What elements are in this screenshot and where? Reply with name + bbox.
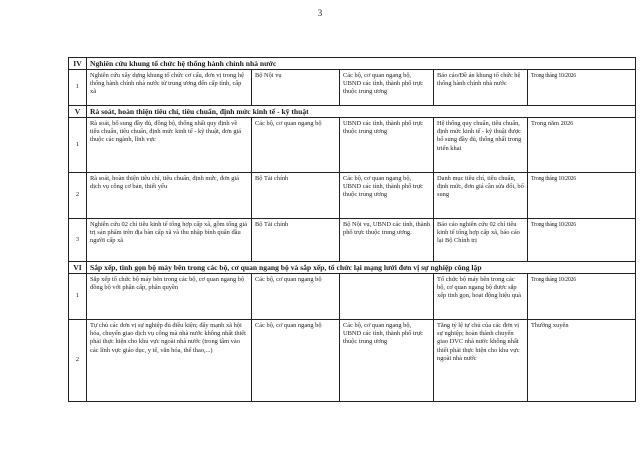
page-number: 3 — [317, 8, 323, 18]
section-roman: V — [69, 106, 87, 118]
task-cell: Rà soát, bổ sung đầy đủ, đồng bộ, thống nhất quy định về tiêu chuẩn, tiêu chuẩn, định mức kinh tế - kỹ thuật, đơn giá thuộc các ngành, lĩnh vực — [87, 118, 252, 173]
coordinating-agency-cell: Bộ Nội vụ, UBND các tỉnh, thành phố trực thuộc trung ương. — [340, 219, 434, 262]
coordinating-agency-cell — [340, 274, 434, 320]
section-roman: IV — [69, 58, 87, 70]
table-row — [69, 173, 636, 219]
row-number: 2 — [69, 173, 87, 219]
table-row — [69, 219, 636, 262]
row-number: 2 — [69, 320, 87, 402]
deadline-cell: Trong tháng 10/2026 — [528, 173, 636, 219]
deadline-cell: Trong tháng 10/2026 — [528, 70, 636, 106]
task-cell: Nghiên cứu 02 chỉ tiêu kinh tế tổng hợp cấp xã, gồm tổng giá trị sản phẩm trên địa bàn cấp xã và thu nhập bình quân đầu người cấp xã — [87, 219, 252, 262]
section-header-row — [69, 58, 636, 70]
table-row — [69, 70, 636, 106]
task-cell: Tự chủ các đơn vị sự nghiệp đủ điều kiện; đẩy mạnh xã hội hóa, chuyển giao dịch vụ công mà nhà nước không nhất thiết phải thực hiện cho khu vực ngoài nhà nước (trong tâm vào các lĩnh vực giáo dục, y tế, văn hóa, thể thao,...) — [87, 320, 252, 402]
task-table — [68, 57, 636, 402]
lead-agency-cell: Bộ Nội vụ — [252, 70, 340, 106]
table-row — [69, 274, 636, 320]
task-cell: Nghiên cứu xây dựng khung tổ chức cơ cấu, đơn vị trong hệ thống hành chính nhà nước từ trung ương đến cấp tỉnh, cấp xã — [87, 70, 252, 106]
deadline-cell: Trong tháng 10/2026 — [528, 274, 636, 320]
lead-agency-cell: Các bộ, cơ quan ngang bộ — [252, 274, 340, 320]
lead-agency-cell: Các bộ, cơ quan ngang bộ — [252, 118, 340, 173]
coordinating-agency-cell: UBND các tỉnh, thành phố trực thuộc trung ương — [340, 118, 434, 173]
product-cell: Tổ chức bộ máy bên trong các bộ, cơ quan ngang bộ được sắp xếp tinh gọn, hoạt động hiệu quả — [434, 274, 528, 320]
lead-agency-cell: Bộ Tài chính — [252, 219, 340, 262]
product-cell: Báo cáo/Đề án khung tổ chức hệ thống hành chính nhà nước — [434, 70, 528, 106]
coordinating-agency-cell: Các bộ, cơ quan ngang bộ, UBND các tỉnh, thành phố trực thuộc trung ương — [340, 70, 434, 106]
section-header-row — [69, 262, 636, 274]
product-cell: Tăng tỷ lệ tự chủ của các đơn vị sự nghiệp; hoàn thành chuyển giao DVC nhà nước không nhất thiết phải thực hiện cho khu vực ngoài nhà nước — [434, 320, 528, 402]
product-cell: Danh mục tiêu chí, tiêu chuẩn, định mức, đơn giá cần sửa đổi, bổ sung — [434, 173, 528, 219]
section-title: Nghiên cứu khung tổ chức hệ thống hành chính nhà nước — [87, 58, 636, 70]
row-number: 1 — [69, 118, 87, 173]
deadline-cell: Trong tháng 10/2026 — [528, 219, 636, 262]
section-title: Rà soát, hoàn thiện tiêu chí, tiêu chuẩn, định mức kinh tế - kỹ thuật — [87, 106, 636, 118]
deadline-cell: Trong năm 2026 — [528, 118, 636, 173]
row-number: 1 — [69, 70, 87, 106]
task-cell: Rà soát, hoàn thiện tiêu chí, tiêu chuẩn, định mức, đơn giá dịch vụ công cơ bản, thiết yếu — [87, 173, 252, 219]
section-title: Sắp xếp, tinh gọn bộ máy bên trong các bộ, cơ quan ngang bộ và sắp xếp, tổ chức lại mạng lưới đơn vị sự nghiệp công lập — [87, 262, 636, 274]
row-number: 1 — [69, 274, 87, 320]
lead-agency-cell: Các bộ, cơ quan ngang bộ — [252, 320, 340, 402]
section-roman: VI — [69, 262, 87, 274]
coordinating-agency-cell: Các bộ, cơ quan ngang bộ, UBND các tỉnh, thành phố trực thuộc trung ương — [340, 173, 434, 219]
table-row — [69, 320, 636, 402]
row-number: 3 — [69, 219, 87, 262]
deadline-cell: Thường xuyên — [528, 320, 636, 402]
coordinating-agency-cell: Các bộ, cơ quan ngang bộ, UBND các tỉnh, thành phố trực thuộc trung ương — [340, 320, 434, 402]
product-cell: Hệ thống quy chuẩn, tiêu chuẩn, định mức kinh tế - kỹ thuật được bổ sung đầy đủ, thống nhất trong triển khai — [434, 118, 528, 173]
section-header-row — [69, 106, 636, 118]
lead-agency-cell: Bộ Tài chính — [252, 173, 340, 219]
task-cell: Sắp xếp tổ chức bộ máy bên trong các bộ, cơ quan ngang bộ đồng bộ với phân cấp, phân quyền — [87, 274, 252, 320]
table-row — [69, 118, 636, 173]
product-cell: Báo cáo nghiên cứu 02 chỉ tiêu kinh tế tổng hợp cấp xã, báo cáo lại Bộ Chính trị — [434, 219, 528, 262]
